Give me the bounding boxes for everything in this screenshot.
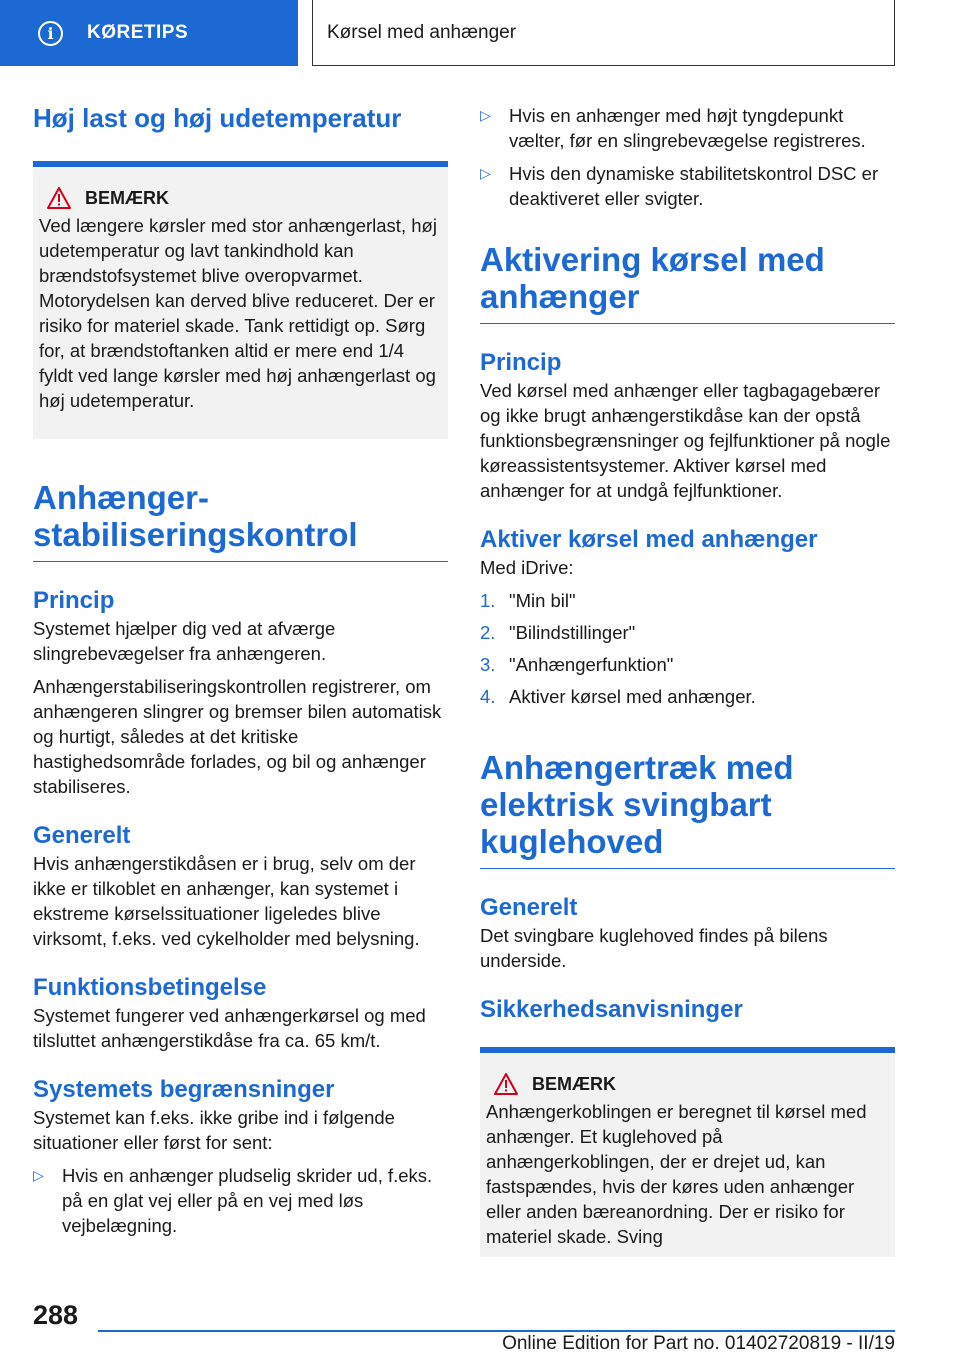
info-icon: i [38, 21, 63, 46]
list-item: ▷ Hvis en anhænger pludselig skrider ud, f.eks. på en glat vej eller på en vej med løs vejbelægning. [33, 1165, 433, 1236]
heading-high-load: Høj last og høj udetemperatur [33, 103, 402, 133]
note-box [480, 1047, 895, 1257]
list-item: 3. "Anhængerfunktion" [480, 654, 674, 675]
page-header [0, 0, 960, 66]
note-header [486, 1073, 889, 1095]
heading-generelt: Generelt [33, 822, 131, 849]
note-text: Ved længere kørsler med stor anhængerlast, høj udetemperatur og lavt tankindhold kan brændstofsystemet blive overopvarmet. Motorydelsen kan derved blive reduceret. Der er risiko for materiel skade. Tank rettidigt op. Sørg for, at brændstoftanken altid er mere end 1/4 fyldt ved lange kørsler med høj anhængerlast og høj udetemperatur. [39, 215, 437, 411]
note-header [39, 187, 442, 209]
heading-funktionsbetingelse: Funktionsbetingelse [33, 974, 267, 1001]
warning-triangle-icon [47, 187, 71, 209]
begraensninger-paragraph: Systemet kan f.eks. ikke gribe ind i følgende situationer eller først for sent: [33, 1107, 395, 1153]
note-text: Anhængerkoblingen er beregnet til kørsel med anhænger. Et kuglehoved på anhængerkoblingen, der er drejet ud, kan fastspændes, hvis der køres uden anhænger eller anden bæreanordning. Der er risiko for materiel skade. Sving [486, 1101, 867, 1247]
triangle-right-icon: ▷ [480, 107, 491, 123]
list-item: ▷ Hvis den dynamiske stabilitetskontrol DSC er deaktiveret eller svigter. [480, 163, 879, 209]
heading-princip: Princip [33, 587, 115, 614]
heading-activation: Aktivering kørsel med anhænger [480, 241, 895, 324]
chapter-tab [0, 0, 298, 66]
note-box [33, 161, 448, 439]
triangle-right-icon: ▷ [33, 1167, 44, 1183]
footer-divider [98, 1330, 895, 1332]
heading-activate: Aktiver kørsel med anhænger [480, 526, 818, 553]
steps-list [480, 588, 895, 709]
left-column [33, 95, 448, 1238]
note-label: BEMÆRK [85, 187, 169, 208]
heading-safety: Sikkerhedsanvisninger [480, 996, 743, 1023]
funktion-paragraph: Systemet fungerer ved anhængerkørsel og med tilsluttet anhængerstikdåse fra ca. 65 km/t. [33, 1005, 426, 1051]
heading-tow-hitch: Anhængertræk med elektrisk svingbart kuglehoved [480, 749, 895, 869]
list-item: ▷ Hvis en anhænger med højt tyngdepunkt vælter, før en slingrebevægelse registreres. [480, 105, 866, 151]
chapter-label: KØRETIPS [87, 22, 189, 43]
princip-paragraph-1: Systemet hjælper dig ved at afværge slingrebevægelser fra anhængeren. [33, 618, 336, 664]
list-item: 4. Aktiver kørsel med anhænger. [480, 686, 756, 707]
page-number: 288 [33, 1300, 79, 1330]
heading-generelt: Generelt [480, 894, 578, 921]
generelt-paragraph: Det svingbare kuglehoved findes på bilens underside. [480, 925, 828, 971]
heading-begraensninger: Systemets begrænsninger [33, 1076, 335, 1103]
list-item: 1. "Min bil" [480, 590, 576, 611]
heading-princip: Princip [480, 349, 562, 376]
right-column [480, 95, 895, 1257]
section-title: Kørsel med anhænger [312, 0, 895, 66]
activate-intro: Med iDrive: [480, 557, 574, 578]
princip-paragraph: Ved kørsel med anhænger eller tagbagagebærer og ikke brugt anhængerstikdåse kan der opstå funktionsbegrænsninger og fejlfunktioner på nogle køreassistentsystemer. Aktiver kørsel med anhænger for at undgå fejlfunktioner. [480, 380, 891, 501]
triangle-right-icon: ▷ [480, 165, 491, 181]
warning-triangle-icon [494, 1073, 518, 1095]
list-item: 2. "Bilindstillinger" [480, 622, 636, 643]
edition-text: Online Edition for Part no. 01402720819 - II/19 [502, 1333, 895, 1354]
princip-paragraph-2: Anhængerstabiliseringskontrollen registrerer, om anhængeren slingrer og bremser bilen automatisk og hurtigt, således at det kritiske hastighedsområde forlades, og bil og anhænger stabiliseres. [33, 676, 442, 797]
generelt-paragraph: Hvis anhængerstikdåsen er i brug, selv om der ikke er tilkoblet en anhænger, kan systemet i ekstreme kørselssituationer ligeledes blive virksomt, f.eks. ved cykelholder med belysning. [33, 853, 420, 949]
note-label: BEMÆRK [532, 1073, 616, 1094]
heading-stability-control: Anhænger-stabiliseringskontrol [33, 479, 448, 562]
